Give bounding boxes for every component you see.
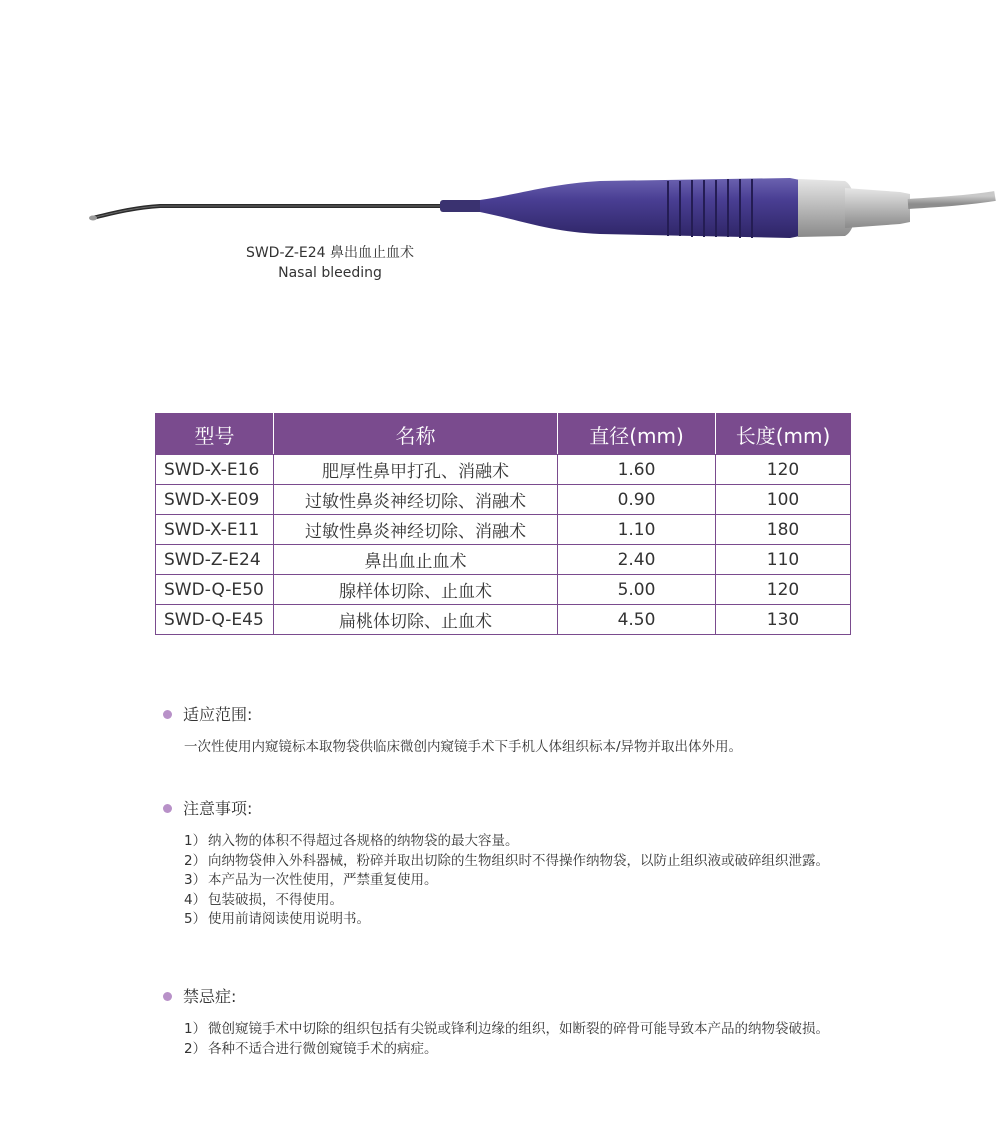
section-title [163,986,883,1008]
header-diameter: 直径(mm) [558,414,716,455]
list-item-text: 本产品为一次性使用，严禁重复使用。 [208,872,438,888]
cell-length: 110 [716,545,851,575]
cell-model: SWD-X-E11 [156,515,274,545]
list-item-number: 3） [184,872,207,888]
section-scope [163,704,883,758]
header-name: 名称 [274,414,558,455]
cell-name: 腺样体切除、止血术 [274,575,558,605]
cell-diameter: 1.60 [558,455,716,485]
cell-length: 120 [716,575,851,605]
section-title-text: 适应范围: [183,705,253,724]
section-contraindications [163,986,883,1059]
cell-model: SWD-Q-E50 [156,575,274,605]
product-caption-model: SWD-Z-E24 鼻出血止血术 [245,245,415,261]
cell-length: 120 [716,455,851,485]
cell-name: 肥厚性鼻甲打孔、消融术 [274,455,558,485]
list-item-number: 2） [184,1040,207,1057]
table-row [156,485,851,515]
cell-name: 扁桃体切除、止血术 [274,605,558,635]
list-item-number: 1） [184,833,207,849]
cell-diameter: 5.00 [558,575,716,605]
list-item-text: 各种不适合进行微创窥镜手术的病症。 [208,1040,438,1057]
section-body: 一次性使用内窥镜标本取物袋供临床微创内窥镜手术下手机人体组织标本/异物并取出体外用。 [184,739,743,755]
product-caption-english: Nasal bleeding [278,265,382,281]
table-row [156,515,851,545]
list-item-text: 使用前请阅读使用说明书。 [208,911,370,927]
list-item-text: 纳入物的体积不得超过各规格的纳物袋的最大容量。 [208,833,519,849]
section-title-text: 注意事项: [183,799,253,818]
list-item [184,910,883,930]
list-item-text: 微创窥镜手术中切除的组织包括有尖锐或锋利边缘的组织，如断裂的碎骨可能导致本产品的纳物袋破损。 [208,1021,829,1037]
cell-model: SWD-X-E16 [156,455,274,485]
list-item [184,832,883,852]
section-precautions [163,798,883,930]
list-item [184,1040,883,1060]
cell-model: SWD-Q-E45 [156,605,274,635]
cell-diameter: 0.90 [558,485,716,515]
electrode-probe-icon [0,150,1000,270]
table-row [156,455,851,485]
list-item-number: 2） [184,852,207,869]
bullet-dot-icon [163,992,172,1001]
section-title-text: 禁忌症: [183,987,237,1006]
section-title [163,704,883,726]
table-header-row [156,414,851,455]
bullet-dot-icon [163,710,172,719]
bullet-dot-icon [163,804,172,813]
spec-table [155,413,851,635]
cell-name: 过敏性鼻炎神经切除、消融术 [274,485,558,515]
cell-diameter: 2.40 [558,545,716,575]
table-row [156,605,851,635]
list-item-number: 4） [184,891,207,908]
section-list [163,832,883,930]
table-row [156,575,851,605]
cell-model: SWD-X-E09 [156,485,274,515]
cell-diameter: 1.10 [558,515,716,545]
cell-length: 100 [716,485,851,515]
list-item-number: 1） [184,1021,207,1037]
cell-length: 180 [716,515,851,545]
header-model: 型号 [156,414,274,455]
list-item [184,891,883,911]
cell-name: 过敏性鼻炎神经切除、消融术 [274,515,558,545]
cell-model: SWD-Z-E24 [156,545,274,575]
table-row [156,545,851,575]
list-item [184,852,883,872]
cell-name: 鼻出血止血术 [274,545,558,575]
cell-diameter: 4.50 [558,605,716,635]
list-item-text: 包装破损，不得使用。 [208,891,343,908]
list-item-text: 向纳物袋伸入外科器械，粉碎并取出切除的生物组织时不得操作纳物袋，以防止组织液或破碎组织泄露。 [208,852,829,869]
list-item [184,871,883,891]
section-list [163,1020,883,1059]
list-item [184,1020,883,1040]
list-item-number: 5） [184,911,207,927]
section-title [163,798,883,820]
header-length: 长度(mm) [716,414,851,455]
cell-length: 130 [716,605,851,635]
